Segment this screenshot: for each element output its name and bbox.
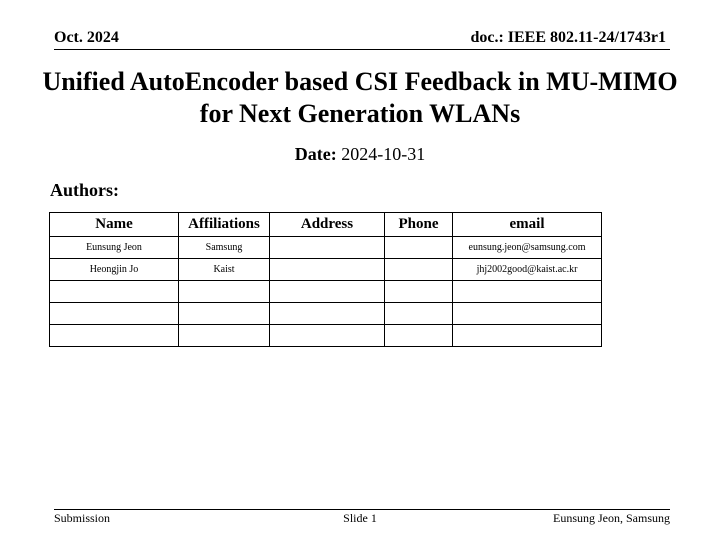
author-affiliation-cell: Kaist xyxy=(179,259,270,281)
author-address-cell xyxy=(270,303,385,325)
table-row xyxy=(50,281,602,303)
column-header-phone: Phone xyxy=(385,213,453,237)
author-phone-cell xyxy=(385,237,453,259)
author-phone-cell xyxy=(385,281,453,303)
slide-title-line-1: Unified AutoEncoder based CSI Feedback in MU-MIMO xyxy=(42,67,678,96)
slide-title xyxy=(20,66,700,130)
footer-slide-number: Slide 1 xyxy=(343,511,377,525)
column-header-email: email xyxy=(453,213,602,237)
author-email-cell xyxy=(453,325,602,347)
author-address-cell xyxy=(270,281,385,303)
author-name-cell xyxy=(50,281,179,303)
authors-label: Authors: xyxy=(50,180,120,200)
author-affiliation-cell xyxy=(179,303,270,325)
author-name-cell xyxy=(50,303,179,325)
author-address-cell xyxy=(270,259,385,281)
date-line xyxy=(0,143,720,165)
date-value: 2024-10-31 xyxy=(341,144,426,164)
author-address-cell xyxy=(270,325,385,347)
author-email-cell xyxy=(453,281,602,303)
author-email-cell xyxy=(453,303,602,325)
header-date: Oct. 2024 xyxy=(54,29,119,46)
header-divider xyxy=(54,49,670,50)
author-affiliation-cell xyxy=(179,325,270,347)
author-email-cell: jhj2002good@kaist.ac.kr xyxy=(453,259,602,281)
author-name-cell: Eunsung Jeon xyxy=(50,237,179,259)
author-affiliation-cell xyxy=(179,281,270,303)
column-header-affiliations: Affiliations xyxy=(179,213,270,237)
header-doc-id: doc.: IEEE 802.11-24/1743r1 xyxy=(470,29,666,46)
table-row xyxy=(50,237,602,259)
slide-title-line-2: for Next Generation WLANs xyxy=(199,99,521,128)
author-name-cell xyxy=(50,325,179,347)
column-header-name: Name xyxy=(50,213,179,237)
author-name-cell: Heongjin Jo xyxy=(50,259,179,281)
table-row xyxy=(50,303,602,325)
author-affiliation-cell: Samsung xyxy=(179,237,270,259)
author-email-cell: eunsung.jeon@samsung.com xyxy=(453,237,602,259)
table-row xyxy=(50,259,602,281)
footer-submission: Submission xyxy=(54,511,111,525)
table-row xyxy=(50,325,602,347)
author-phone-cell xyxy=(385,325,453,347)
authors-table-header-row xyxy=(50,213,602,237)
footer-author: Eunsung Jeon, Samsung xyxy=(553,511,670,525)
author-address-cell xyxy=(270,237,385,259)
authors-table xyxy=(49,212,602,347)
author-phone-cell xyxy=(385,259,453,281)
date-label: Date: xyxy=(294,144,337,164)
footer-divider xyxy=(54,509,670,510)
column-header-address: Address xyxy=(270,213,385,237)
author-phone-cell xyxy=(385,303,453,325)
